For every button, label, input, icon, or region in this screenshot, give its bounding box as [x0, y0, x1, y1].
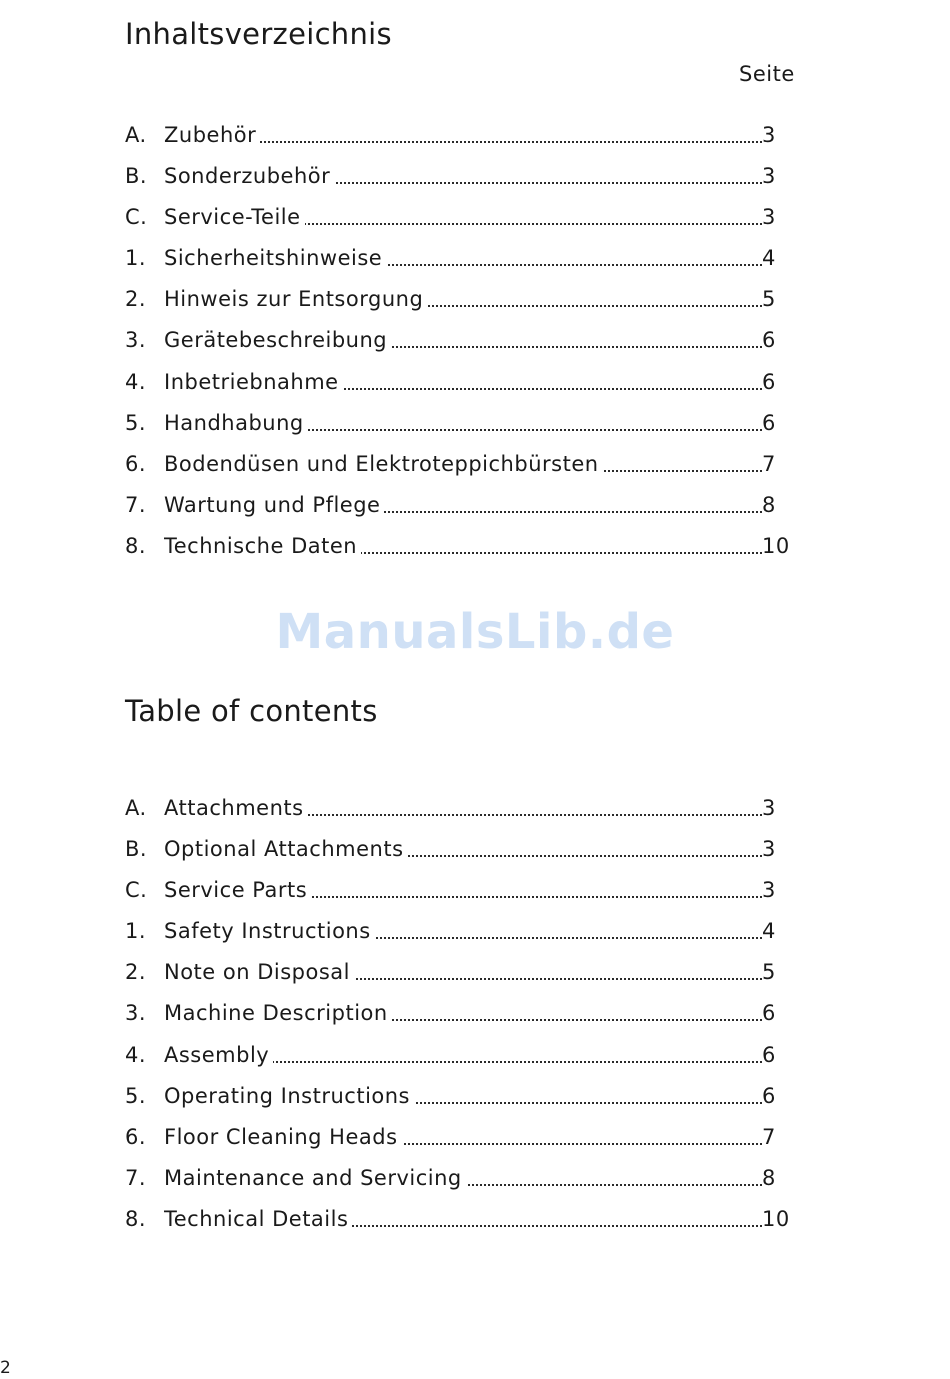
toc-entry-title: Floor Cleaning Heads — [164, 1125, 402, 1149]
page-number: 2 — [0, 1358, 11, 1378]
toc-entry-line — [164, 1122, 762, 1153]
toc-entry-page: 3 — [762, 205, 776, 230]
toc-entry-line — [164, 875, 762, 906]
toc-entry-page: 3 — [762, 878, 776, 903]
toc-entry-page: 7 — [762, 451, 776, 476]
toc-entry-number: 2. — [125, 960, 147, 985]
toc-entry-page: 6 — [762, 1042, 776, 1067]
toc-entry[interactable] — [125, 1081, 825, 1122]
toc-entry[interactable] — [125, 916, 825, 957]
toc-entry-line — [164, 531, 762, 562]
toc-entry[interactable] — [125, 284, 825, 325]
toc-entry-line — [164, 834, 762, 865]
toc-entry-title: Attachments — [164, 796, 308, 820]
toc-entry[interactable] — [125, 875, 825, 916]
toc-entry-title: Safety Instructions — [164, 919, 375, 943]
toc-entry-line — [164, 120, 762, 151]
toc-entry-page: 10 — [762, 1206, 790, 1231]
toc-entry-page: 8 — [762, 1165, 776, 1190]
toc-entry-page: 5 — [762, 287, 776, 312]
toc-heading-en: Table of contents — [125, 694, 378, 728]
toc-entry-page: 6 — [762, 328, 776, 353]
toc-entry-title: Technical Details — [164, 1207, 352, 1231]
toc-entry-page: 6 — [762, 410, 776, 435]
toc-entry-line — [164, 957, 762, 988]
toc-entry-line — [164, 1081, 762, 1112]
toc-entry-page: 6 — [762, 369, 776, 394]
toc-entry-title: Sicherheitshinweise — [164, 246, 386, 270]
toc-entry[interactable] — [125, 998, 825, 1039]
toc-entry-title: Service Parts — [164, 878, 311, 902]
toc-entry-title: Maintenance and Servicing — [164, 1166, 466, 1190]
toc-entry[interactable] — [125, 1204, 825, 1245]
toc-entry-page: 3 — [762, 796, 776, 820]
toc-entry-line — [164, 1163, 762, 1194]
toc-entry-title: Gerätebeschreibung — [164, 328, 391, 352]
toc-entry-title: Bodendüsen und Elektroteppichbürsten — [164, 452, 603, 476]
toc-entry[interactable] — [125, 957, 825, 998]
toc-entry-number: C. — [125, 205, 148, 230]
toc-entry-title: Zubehör — [164, 123, 260, 147]
toc-entry-title: Optional Attachments — [164, 837, 408, 861]
toc-entry-page: 5 — [762, 960, 776, 985]
toc-entry-line — [164, 916, 762, 947]
page-column-label: Seite — [739, 62, 795, 86]
toc-entry[interactable] — [125, 834, 825, 875]
toc-entry-line — [164, 202, 762, 233]
toc-entry[interactable] — [125, 531, 825, 572]
toc-entry[interactable] — [125, 243, 825, 284]
toc-entry-number: 1. — [125, 246, 147, 271]
toc-entry-page: 4 — [762, 919, 776, 944]
toc-entry-page: 6 — [762, 1001, 776, 1026]
toc-entry-line — [164, 325, 762, 356]
toc-entry[interactable] — [125, 325, 825, 366]
toc-entry-number: 1. — [125, 919, 147, 944]
toc-entry-page: 6 — [762, 1083, 776, 1108]
toc-entry-line — [164, 284, 762, 315]
toc-entry-number: 8. — [125, 1206, 147, 1231]
toc-entry-title: Sonderzubehör — [164, 164, 334, 188]
toc-entry-number: 2. — [125, 287, 147, 312]
toc-entry-page: 10 — [762, 533, 790, 558]
toc-entry-title: Note on Disposal — [164, 960, 354, 984]
toc-entry-page: 4 — [762, 246, 776, 271]
toc-entry-page: 3 — [762, 837, 776, 862]
toc-entry-number: 5. — [125, 410, 147, 435]
toc-entry-number: B. — [125, 164, 148, 189]
toc-entry-page: 3 — [762, 164, 776, 189]
toc-entry[interactable] — [125, 449, 825, 490]
toc-entry[interactable] — [125, 367, 825, 408]
toc-entry[interactable] — [125, 490, 825, 531]
toc-entry-number: B. — [125, 837, 148, 862]
toc-entry-title: Operating Instructions — [164, 1084, 414, 1108]
toc-entry-line — [164, 793, 762, 824]
toc-entry-line — [164, 367, 762, 398]
toc-entry-title: Assembly — [164, 1043, 273, 1067]
toc-entry-title: Inbetriebnahme — [164, 370, 343, 394]
toc-entry-line — [164, 1204, 762, 1235]
toc-entry-number: 6. — [125, 1124, 147, 1149]
toc-entry-title: Machine Description — [164, 1001, 392, 1025]
toc-entry-number: 4. — [125, 1042, 147, 1067]
toc-entry-line — [164, 490, 762, 521]
toc-list-en — [125, 793, 825, 1245]
toc-entry[interactable] — [125, 202, 825, 243]
toc-entry-page: 3 — [762, 123, 776, 147]
toc-entry-number: 4. — [125, 369, 147, 394]
toc-entry-line — [164, 1040, 762, 1071]
toc-entry-number: 7. — [125, 1165, 147, 1190]
toc-entry-title: Service-Teile — [164, 205, 305, 229]
toc-entry-line — [164, 998, 762, 1029]
toc-entry[interactable] — [125, 793, 825, 834]
toc-entry-number: 3. — [125, 1001, 147, 1026]
toc-entry[interactable] — [125, 1163, 825, 1204]
toc-entry-number: 8. — [125, 533, 147, 558]
toc-entry-line — [164, 243, 762, 274]
toc-entry-number: 5. — [125, 1083, 147, 1108]
toc-entry-page: 8 — [762, 492, 776, 517]
toc-entry-number: 6. — [125, 451, 147, 476]
toc-heading-de: Inhaltsverzeichnis — [125, 17, 392, 51]
toc-entry-title: Technische Daten — [164, 534, 361, 558]
toc-entry-number: A. — [125, 123, 147, 147]
toc-entry[interactable] — [125, 1122, 825, 1163]
toc-entry-line — [164, 449, 762, 480]
toc-entry-number: 3. — [125, 328, 147, 353]
toc-entry-number: C. — [125, 878, 148, 903]
toc-entry-title: Hinweis zur Entsorgung — [164, 287, 427, 311]
toc-entry-number: 7. — [125, 492, 147, 517]
toc-entry-title: Handhabung — [164, 411, 308, 435]
toc-entry-line — [164, 408, 762, 439]
toc-entry[interactable] — [125, 408, 825, 449]
toc-entry-number: A. — [125, 796, 147, 820]
toc-entry-page: 7 — [762, 1124, 776, 1149]
toc-entry[interactable] — [125, 120, 825, 161]
toc-entry-line — [164, 161, 762, 192]
toc-entry-title: Wartung und Pflege — [164, 493, 384, 517]
toc-entry[interactable] — [125, 1040, 825, 1081]
toc-list-de — [125, 120, 825, 572]
watermark: ManualsLib.de — [275, 604, 675, 660]
toc-entry[interactable] — [125, 161, 825, 202]
